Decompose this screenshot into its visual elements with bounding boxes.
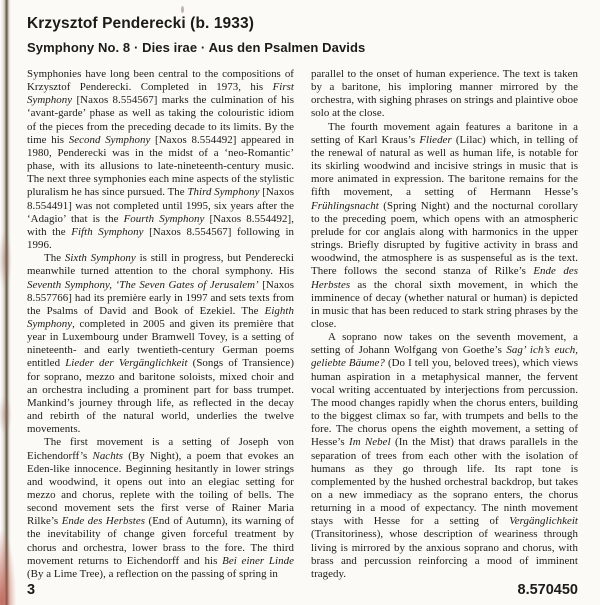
booklet-page: [27, 15, 578, 581]
paragraph: [27, 68, 294, 252]
text-segment: The: [44, 252, 65, 265]
text-segment: Seventh Symphony, ‘The Seven Gates of Jerusalem’: [27, 278, 259, 291]
text-segment: parallel to the onset of human experience. The text is taken by a baritone, his imploring manner mirrored by the orchestra, with sighing phrases on strings and plaintive oboe solo at the close.: [311, 68, 578, 120]
text-segment: [Naxos 8.554567] marks the culmination of his ‘avant-garde’ phase as well as taking the colouristic idiom of the pieces from the preceding decade to its limits. By the time his: [27, 94, 294, 146]
text-segment: Ende des Herbstes: [311, 265, 578, 291]
text-segment: First Symphony: [27, 81, 294, 107]
paragraph: [311, 68, 578, 121]
text-segment: The first movement is a setting of Joseph von Eichendorff’s: [27, 436, 294, 462]
text-segment: (In the Mist) that draws parallels in the separation of trees from each other with the isolation of humans as they go through life. Its rapt tone is complemented by the hushed orchestral backdrop, but takes on a new immediacy as the soprano enters, the chorus returning in a mood of expectancy. The ninth movement stays with Hesse for a setting of: [311, 436, 578, 528]
text-segment: (By Night), a poem that evokes an Eden-like innocence. Beginning hesitantly in lower strings and woodwind, it opens out into an elegiac setting for mezzo and chorus, replete with the toiling of bells. The second movement sets the first verse of Rainer Maria Rilke’s: [27, 449, 294, 528]
text-segment: Vergänglichkeit: [509, 515, 578, 528]
text-segment: (Songs of Transience) for soprano, mezzo and baritone soloists, mixed choir and an orchestra including a prominent part for bass trumpet. Mankind’s journey through life, as reflected in the decay and rebirth of the natural world, underlies the twelve movements.: [27, 357, 294, 436]
text-segment: [Naxos 8.554492], with the: [27, 212, 294, 238]
text-segment: Sixth Symphony: [64, 252, 136, 265]
text-segment: Nachts: [92, 449, 124, 462]
text-segment: [Naxos 8.554567] following in 1996.: [27, 225, 295, 252]
text-segment: [Naxos 8.554491] was not completed until 1995, six years after the ‘Adagio’ that is the: [27, 186, 294, 225]
paragraph: [27, 252, 294, 436]
scan-smudge: [0, 395, 12, 435]
text-segment: The fourth movement again features a baritone in a setting of Karl Kraus’s: [311, 120, 578, 146]
text-segment: [Naxos 8.554492] appeared in 1980, Penderecki was in the midst of a ‘neo-Romantic’ phase, with its allusions to late-nineteenth-century music. The next three symphonies each mine aspects of the stylistic pluralism he has since pursued. The: [27, 133, 294, 199]
left-column: [27, 68, 294, 581]
text-segment: as the choral sixth movement, in which the imminence of decay (whether natural or human) is depicted in music that has been reduced to stark string phrases by the close.: [311, 278, 578, 330]
footer: [27, 582, 578, 598]
scan-speck: [181, 6, 184, 13]
text-segment: (Spring Night) and the nocturnal corollary to the preceding poem, which opens with an atmospheric prelude for cor anglais along with harmonics in the upper strings. Briefly disrupted by fugitive activity in brass and woodwind, the atmosphere is as suspenseful as is the text. There follows the second stanza of Rilke’s: [311, 199, 578, 278]
text-segment: is still in progress, but Penderecki meanwhile turned attention to the choral symphony. His: [27, 252, 294, 278]
paragraph: [27, 436, 294, 581]
text-segment: Sag’ ich’s euch, geliebte Bäume?: [311, 344, 578, 370]
page-number: 3: [27, 582, 36, 598]
text-segment: , completed in 2005 and given its première that year in Luxembourg under Bramwell Tovey, is a setting of nineteenth- and early twentieth-century German poems entitled: [27, 317, 294, 370]
text-segment: A soprano now takes on the seventh movement, a setting of Johann Wolfgang von Goethe’s: [311, 331, 578, 357]
text-segment: (By a Lime Tree), a reflection on the passing of spring in: [27, 567, 278, 580]
right-column: [311, 68, 578, 581]
text-segment: Second Symphony: [68, 133, 151, 146]
scan-corner-smudge: [0, 530, 16, 605]
scan-edge: [0, 0, 11, 605]
composer-title: Krzysztof Penderecki (b. 1933): [27, 15, 254, 32]
text-segment: Fifth Symphony: [71, 225, 144, 238]
text-segment: Bei einer Linde: [222, 554, 294, 567]
text-segment: Flieder: [419, 133, 452, 146]
text-segment: Eighth Symphony: [27, 304, 294, 330]
text-segment: Third Symphony: [187, 186, 260, 199]
text-segment: (Transitoriness), whose description of weariness through living is mirrored by the anxious soprano and chorus, with brass and percussion reinforcing a mood of imminent tragedy.: [311, 528, 578, 580]
text-segment: [Naxos 8.557766] had its première early in 1997 and sets texts from the Psalms of David and Book of Ezekiel. The: [27, 278, 294, 317]
text-segment: Lieder der Vergänglichkeit: [65, 357, 188, 370]
paragraph: [311, 331, 578, 581]
text-segment: Ende des Herbstes: [61, 515, 146, 528]
catalog-number: 8.570450: [517, 582, 578, 598]
scan-smudge: [0, 230, 12, 290]
text-segment: Im Nebel: [349, 436, 391, 449]
text-segment: (Lilac) which, in telling of the renewal of natural as well as human life, is notable for its skirling woodwind and incisive strings in music that is more animated in expression. The baritone remains for the fifth movement, a setting of Hermann Hesse’s: [311, 133, 578, 199]
text-segment: Symphonies have long been central to the compositions of Krzysztof Penderecki. Completed in 1973, his: [27, 68, 294, 94]
paragraph: [311, 121, 578, 332]
text-columns: [27, 68, 578, 581]
text-segment: (End of Autumn), its warning of the inevitability of change given forceful treatment by chorus and orchestra, lower brass to the fore. The third movement returns to Eichendorff and his: [27, 515, 294, 567]
text-segment: (Do I tell you, beloved trees), which views human aspiration in a metaphysical manner, the fervent vocal writing accentuated by interjections from percussion. The mood changes rapidly when the chorus enters, building to the biggest climax so far, with trumpets and bells to the fore. The chorus opens the eighth movement, a setting of Hesse’s: [311, 357, 578, 449]
text-segment: Fourth Symphony: [123, 212, 205, 225]
text-segment: Frühlingsnacht: [311, 199, 379, 212]
works-subtitle: Symphony No. 8 · Dies irae · Aus den Psalmen Davids: [27, 40, 366, 55]
